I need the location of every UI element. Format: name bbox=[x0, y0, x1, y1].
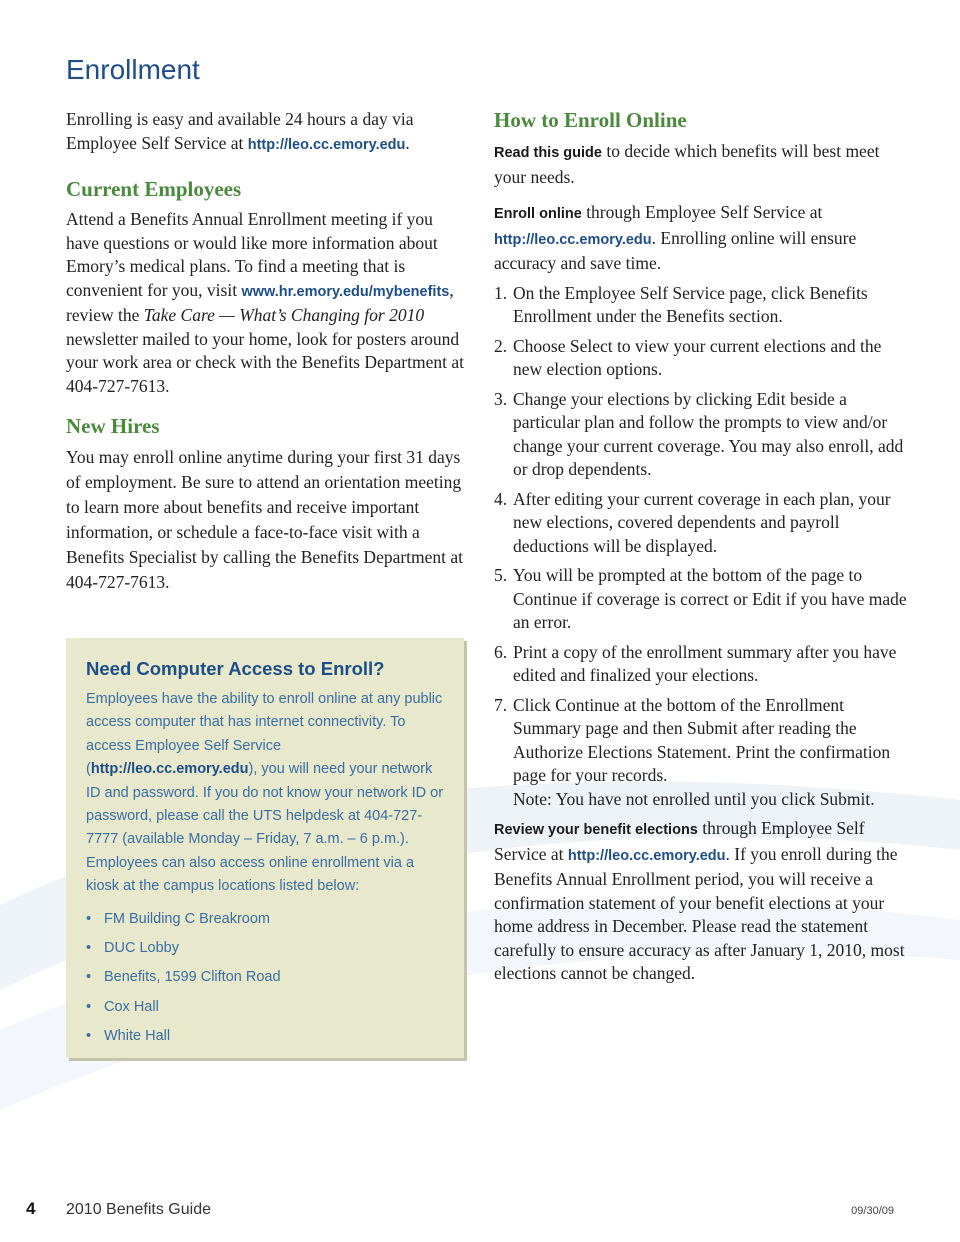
left-column bbox=[66, 108, 466, 595]
intro-text: Enrolling is easy and available 24 hours a day via Employee Self Service at bbox=[66, 109, 414, 153]
step-number: 3. bbox=[494, 388, 508, 409]
location-label: Cox Hall bbox=[104, 998, 159, 1015]
current-employees-heading: Current Employees bbox=[66, 177, 242, 201]
current-employees-paragraph bbox=[66, 208, 466, 398]
footer-guide-title: 2010 Benefits Guide bbox=[66, 1201, 211, 1218]
step-text bbox=[513, 694, 914, 812]
bullet-icon: • bbox=[86, 1028, 92, 1045]
step-text: Choose Select to view your current elections and the new election options. bbox=[513, 335, 882, 379]
step-item bbox=[494, 694, 914, 812]
callout-link[interactable]: http://leo.cc.emory.edu bbox=[90, 761, 249, 778]
enroll-online-bold: Enroll online bbox=[494, 206, 582, 222]
step-text-main: Click Continue at the bottom of the Enrollment Summary page and then Submit after reading the Authorize Elections Statement. Print the confirmation page for your records. bbox=[513, 694, 891, 785]
step-number: 4. bbox=[494, 488, 508, 509]
location-label: White Hall bbox=[104, 1028, 171, 1045]
list-item bbox=[86, 993, 444, 1022]
enroll-online-text-1: through Employee Self Service at bbox=[581, 202, 823, 222]
current-text-2: , review the bbox=[66, 279, 454, 325]
footer-date: 09/30/09 bbox=[851, 1205, 894, 1217]
review-link[interactable]: http://leo.cc.emory.edu bbox=[567, 847, 726, 864]
bullet-icon: • bbox=[86, 910, 92, 927]
step-item bbox=[494, 564, 914, 635]
enroll-online-paragraph bbox=[494, 201, 914, 276]
callout-text-1: Employees have the ability to enroll online at any public access computer that has internet connectivity. To access Employee Self Service ( bbox=[86, 691, 443, 778]
new-hires-paragraph: You may enroll online anytime during your first 31 days of employment. Be sure to attend an orientation meeting to learn more about benefits and receive important information, or schedule a face-to-face visit with a Benefits Specialist by calling the Benefits Department at 404-727-7613. bbox=[66, 447, 464, 592]
list-item bbox=[86, 1022, 444, 1051]
read-guide-paragraph bbox=[494, 140, 914, 189]
step-item bbox=[494, 641, 914, 688]
step-text: Change your elections by clicking Edit beside a particular plan and follow the prompts to view and/or change your current coverage. You may also enroll, add or drop dependents. bbox=[513, 388, 904, 479]
kiosk-location-list bbox=[86, 905, 444, 1052]
read-guide-text: to decide which benefits will best meet your needs. bbox=[494, 141, 880, 187]
review-bold: Review your benefit elections bbox=[494, 822, 698, 838]
list-item bbox=[86, 905, 444, 934]
enrollment-steps-list bbox=[494, 282, 914, 812]
callout-text-2: ), you will need your network ID and password. If you do not know your network ID or password, please call the UTS helpdesk at 404-727-7777 (available Monday – Friday, 7 a.m. – 6 p.m.). Employees can also access online enrollment via a kiosk at the campus locations listed below: bbox=[86, 761, 444, 895]
page-number: 4 bbox=[26, 1199, 36, 1218]
newsletter-title: Take Care — What’s Changing for 2010 bbox=[143, 305, 425, 325]
intro-link[interactable]: http://leo.cc.emory.edu bbox=[247, 136, 406, 153]
location-label: Benefits, 1599 Clifton Road bbox=[104, 969, 281, 986]
step-item bbox=[494, 388, 914, 482]
step-note: Note: You have not enrolled until you click Submit. bbox=[513, 788, 875, 809]
location-label: FM Building C Breakroom bbox=[104, 910, 270, 927]
right-column bbox=[494, 108, 914, 986]
step-text: After editing your current coverage in each plan, your new elections, covered dependents and payroll deductions will be displayed. bbox=[513, 488, 891, 556]
step-number: 6. bbox=[494, 641, 508, 662]
callout-heading: Need Computer Access to Enroll? bbox=[86, 658, 385, 679]
step-item bbox=[494, 488, 914, 559]
read-guide-bold: Read this guide bbox=[494, 145, 602, 161]
page-title: Enrollment bbox=[66, 54, 200, 85]
new-hires-heading: New Hires bbox=[66, 414, 160, 438]
list-item bbox=[86, 963, 444, 992]
step-number: 5. bbox=[494, 565, 508, 585]
enroll-online-link[interactable]: http://leo.cc.emory.edu bbox=[494, 231, 652, 248]
step-text: On the Employee Self Service page, click Benefits Enrollment under the Benefits section. bbox=[513, 282, 868, 326]
step-item bbox=[494, 282, 914, 329]
step-text: Print a copy of the enrollment summary after you have edited and finalized your elections. bbox=[513, 641, 897, 685]
list-item bbox=[86, 934, 444, 963]
step-item bbox=[494, 335, 914, 382]
bullet-icon: • bbox=[86, 998, 92, 1015]
current-text-3: newsletter mailed to your home, look for posters around your work area or check with the Benefits Department at 404-727-7613. bbox=[66, 328, 464, 396]
step-text: You will be prompted at the bottom of the page to Continue if coverage is correct or Edit if you have made an error. bbox=[513, 565, 907, 632]
step-number: 7. bbox=[494, 694, 508, 715]
how-to-enroll-heading: How to Enroll Online bbox=[494, 108, 687, 132]
bullet-icon: • bbox=[86, 940, 92, 957]
step-number: 1. bbox=[494, 282, 508, 303]
location-label: DUC Lobby bbox=[104, 940, 179, 957]
step-number: 2. bbox=[494, 335, 508, 356]
computer-access-callout bbox=[66, 638, 464, 1058]
current-text-1: Attend a Benefits Annual Enrollment meeting if you have questions or would like more information about Emory’s medical plans. To find a meeting that is convenient for you, visit bbox=[66, 209, 438, 300]
intro-paragraph bbox=[66, 108, 466, 157]
mybenefits-link[interactable]: www.hr.emory.edu/mybenefits bbox=[241, 283, 450, 300]
review-text-1: through Employee Self Service at bbox=[494, 818, 865, 864]
bullet-icon: • bbox=[86, 969, 92, 986]
callout-paragraph bbox=[86, 688, 444, 899]
enroll-online-text-2: . Enrolling online will ensure accuracy and save time. bbox=[494, 227, 857, 273]
review-elections-paragraph bbox=[494, 817, 914, 986]
review-text-2: . If you enroll during the Benefits Annual Enrollment period, you will receive a confirmation statement of your benefit elections at your home address in December. Please read the statement carefully to ensure accuracy as after January 1, 2010, most elections cannot be changed. bbox=[494, 843, 905, 983]
intro-suffix: . bbox=[405, 132, 410, 153]
